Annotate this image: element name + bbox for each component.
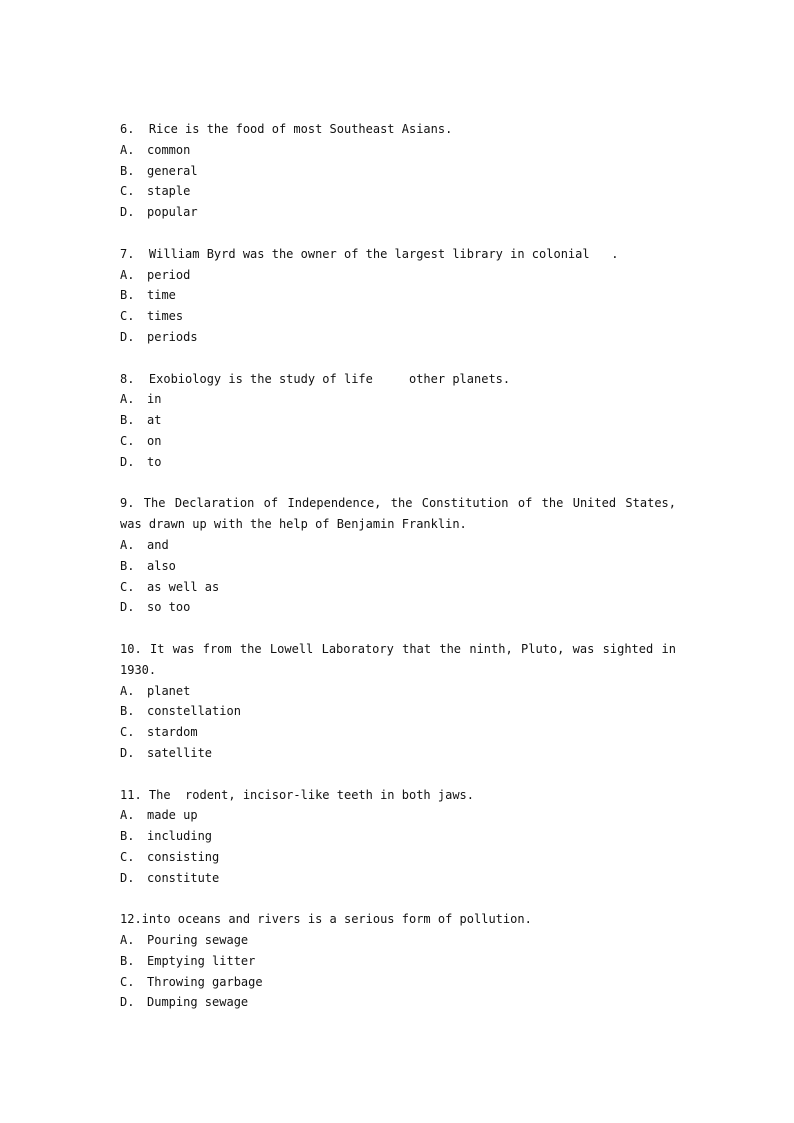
option-b — [120, 556, 676, 577]
option-c — [120, 847, 676, 868]
option-c — [120, 306, 676, 327]
option-letter: B. — [120, 163, 135, 178]
option-text: including — [147, 829, 213, 844]
option-a — [120, 930, 676, 951]
option-letter: B. — [120, 704, 135, 719]
question-6 — [120, 119, 676, 223]
option-d — [120, 992, 676, 1013]
option-text: Emptying litter — [147, 953, 256, 968]
option-b — [120, 285, 676, 306]
option-b — [120, 701, 676, 722]
option-d — [120, 452, 676, 473]
option-text: in — [147, 392, 162, 407]
option-letter: D. — [120, 745, 135, 760]
option-letter: D. — [120, 454, 135, 469]
option-text: constellation — [147, 704, 241, 719]
question-10 — [120, 639, 676, 764]
option-a — [120, 140, 676, 161]
option-letter: D. — [120, 205, 135, 220]
option-a — [120, 389, 676, 410]
option-c — [120, 181, 676, 202]
question-8 — [120, 369, 676, 473]
option-a — [120, 535, 676, 556]
option-text: constitute — [147, 870, 220, 885]
option-b — [120, 951, 676, 972]
option-letter: B. — [120, 558, 135, 573]
question-stem: 8. Exobiology is the study of life other planets. — [120, 371, 511, 386]
option-letter: D. — [120, 329, 135, 344]
option-letter: A. — [120, 267, 135, 282]
spacer — [120, 764, 676, 785]
option-text: also — [147, 558, 176, 573]
option-letter: A. — [120, 933, 135, 948]
option-letter: D. — [120, 870, 135, 885]
option-letter: A. — [120, 683, 135, 698]
question-list — [120, 119, 676, 1013]
option-letter: B. — [120, 953, 135, 968]
question-11 — [120, 785, 676, 889]
option-letter: A. — [120, 392, 135, 407]
option-a — [120, 265, 676, 286]
option-letter: D. — [120, 995, 135, 1010]
option-d — [120, 202, 676, 223]
option-letter: B. — [120, 829, 135, 844]
question-9 — [120, 493, 676, 618]
option-d — [120, 743, 676, 764]
option-text: consisting — [147, 849, 220, 864]
spacer — [120, 618, 676, 639]
question-stem: 6. Rice is the food of most Southeast Asians. — [120, 122, 453, 136]
option-text: on — [147, 433, 162, 448]
option-text: made up — [147, 808, 198, 823]
option-letter: B. — [120, 413, 135, 428]
option-b — [120, 161, 676, 182]
option-text: satellite — [147, 745, 213, 760]
option-letter: C. — [120, 309, 135, 324]
question-stem: 12.into oceans and rivers is a serious form of pollution. — [120, 912, 532, 927]
option-letter: C. — [120, 184, 135, 199]
option-letter: A. — [120, 537, 135, 552]
option-text: Pouring sewage — [147, 933, 249, 948]
option-letter: A. — [120, 142, 135, 157]
question-stem: 7. William Byrd was the owner of the largest library in colonial . — [120, 246, 619, 261]
option-text: period — [147, 267, 191, 282]
option-text: popular — [147, 205, 198, 220]
option-letter: B. — [120, 288, 135, 303]
option-text: general — [147, 163, 198, 178]
option-text: periods — [147, 329, 198, 344]
option-c — [120, 722, 676, 743]
option-c — [120, 972, 676, 993]
option-c — [120, 577, 676, 598]
option-letter: A. — [120, 808, 135, 823]
question-stem: 11. The rodent, incisor-like teeth in both jaws. — [120, 787, 475, 802]
spacer — [120, 473, 676, 494]
option-text: times — [147, 309, 184, 324]
option-letter: C. — [120, 849, 135, 864]
question-stem: 9. The Declaration of Independence, the Constitution of the United States, was drawn up with the help of Benjamin Franklin. — [120, 496, 676, 532]
spacer — [120, 888, 676, 909]
option-letter: D. — [120, 600, 135, 615]
option-text: to — [147, 454, 162, 469]
option-letter: C. — [120, 974, 135, 989]
spacer — [120, 348, 676, 369]
question-12 — [120, 909, 676, 1013]
option-text: planet — [147, 683, 191, 698]
option-text: Dumping sewage — [147, 995, 249, 1010]
option-text: Throwing garbage — [147, 974, 263, 989]
option-a — [120, 681, 676, 702]
option-text: at — [147, 413, 162, 428]
option-text: stardom — [147, 725, 198, 740]
option-letter: C. — [120, 725, 135, 740]
option-text: time — [147, 288, 176, 303]
option-text: staple — [147, 184, 191, 199]
option-d — [120, 597, 676, 618]
option-text: as well as — [147, 579, 220, 594]
option-d — [120, 868, 676, 889]
option-b — [120, 410, 676, 431]
option-text: common — [147, 142, 191, 157]
option-d — [120, 327, 676, 348]
option-a — [120, 805, 676, 826]
option-b — [120, 826, 676, 847]
spacer — [120, 223, 676, 244]
option-text: and — [147, 537, 169, 552]
question-7 — [120, 244, 676, 348]
option-c — [120, 431, 676, 452]
question-stem: 10. It was from the Lowell Laboratory that the ninth, Pluto, was sighted in 1930. — [120, 641, 676, 677]
option-letter: C. — [120, 579, 135, 594]
option-text: so too — [147, 600, 191, 615]
option-letter: C. — [120, 433, 135, 448]
